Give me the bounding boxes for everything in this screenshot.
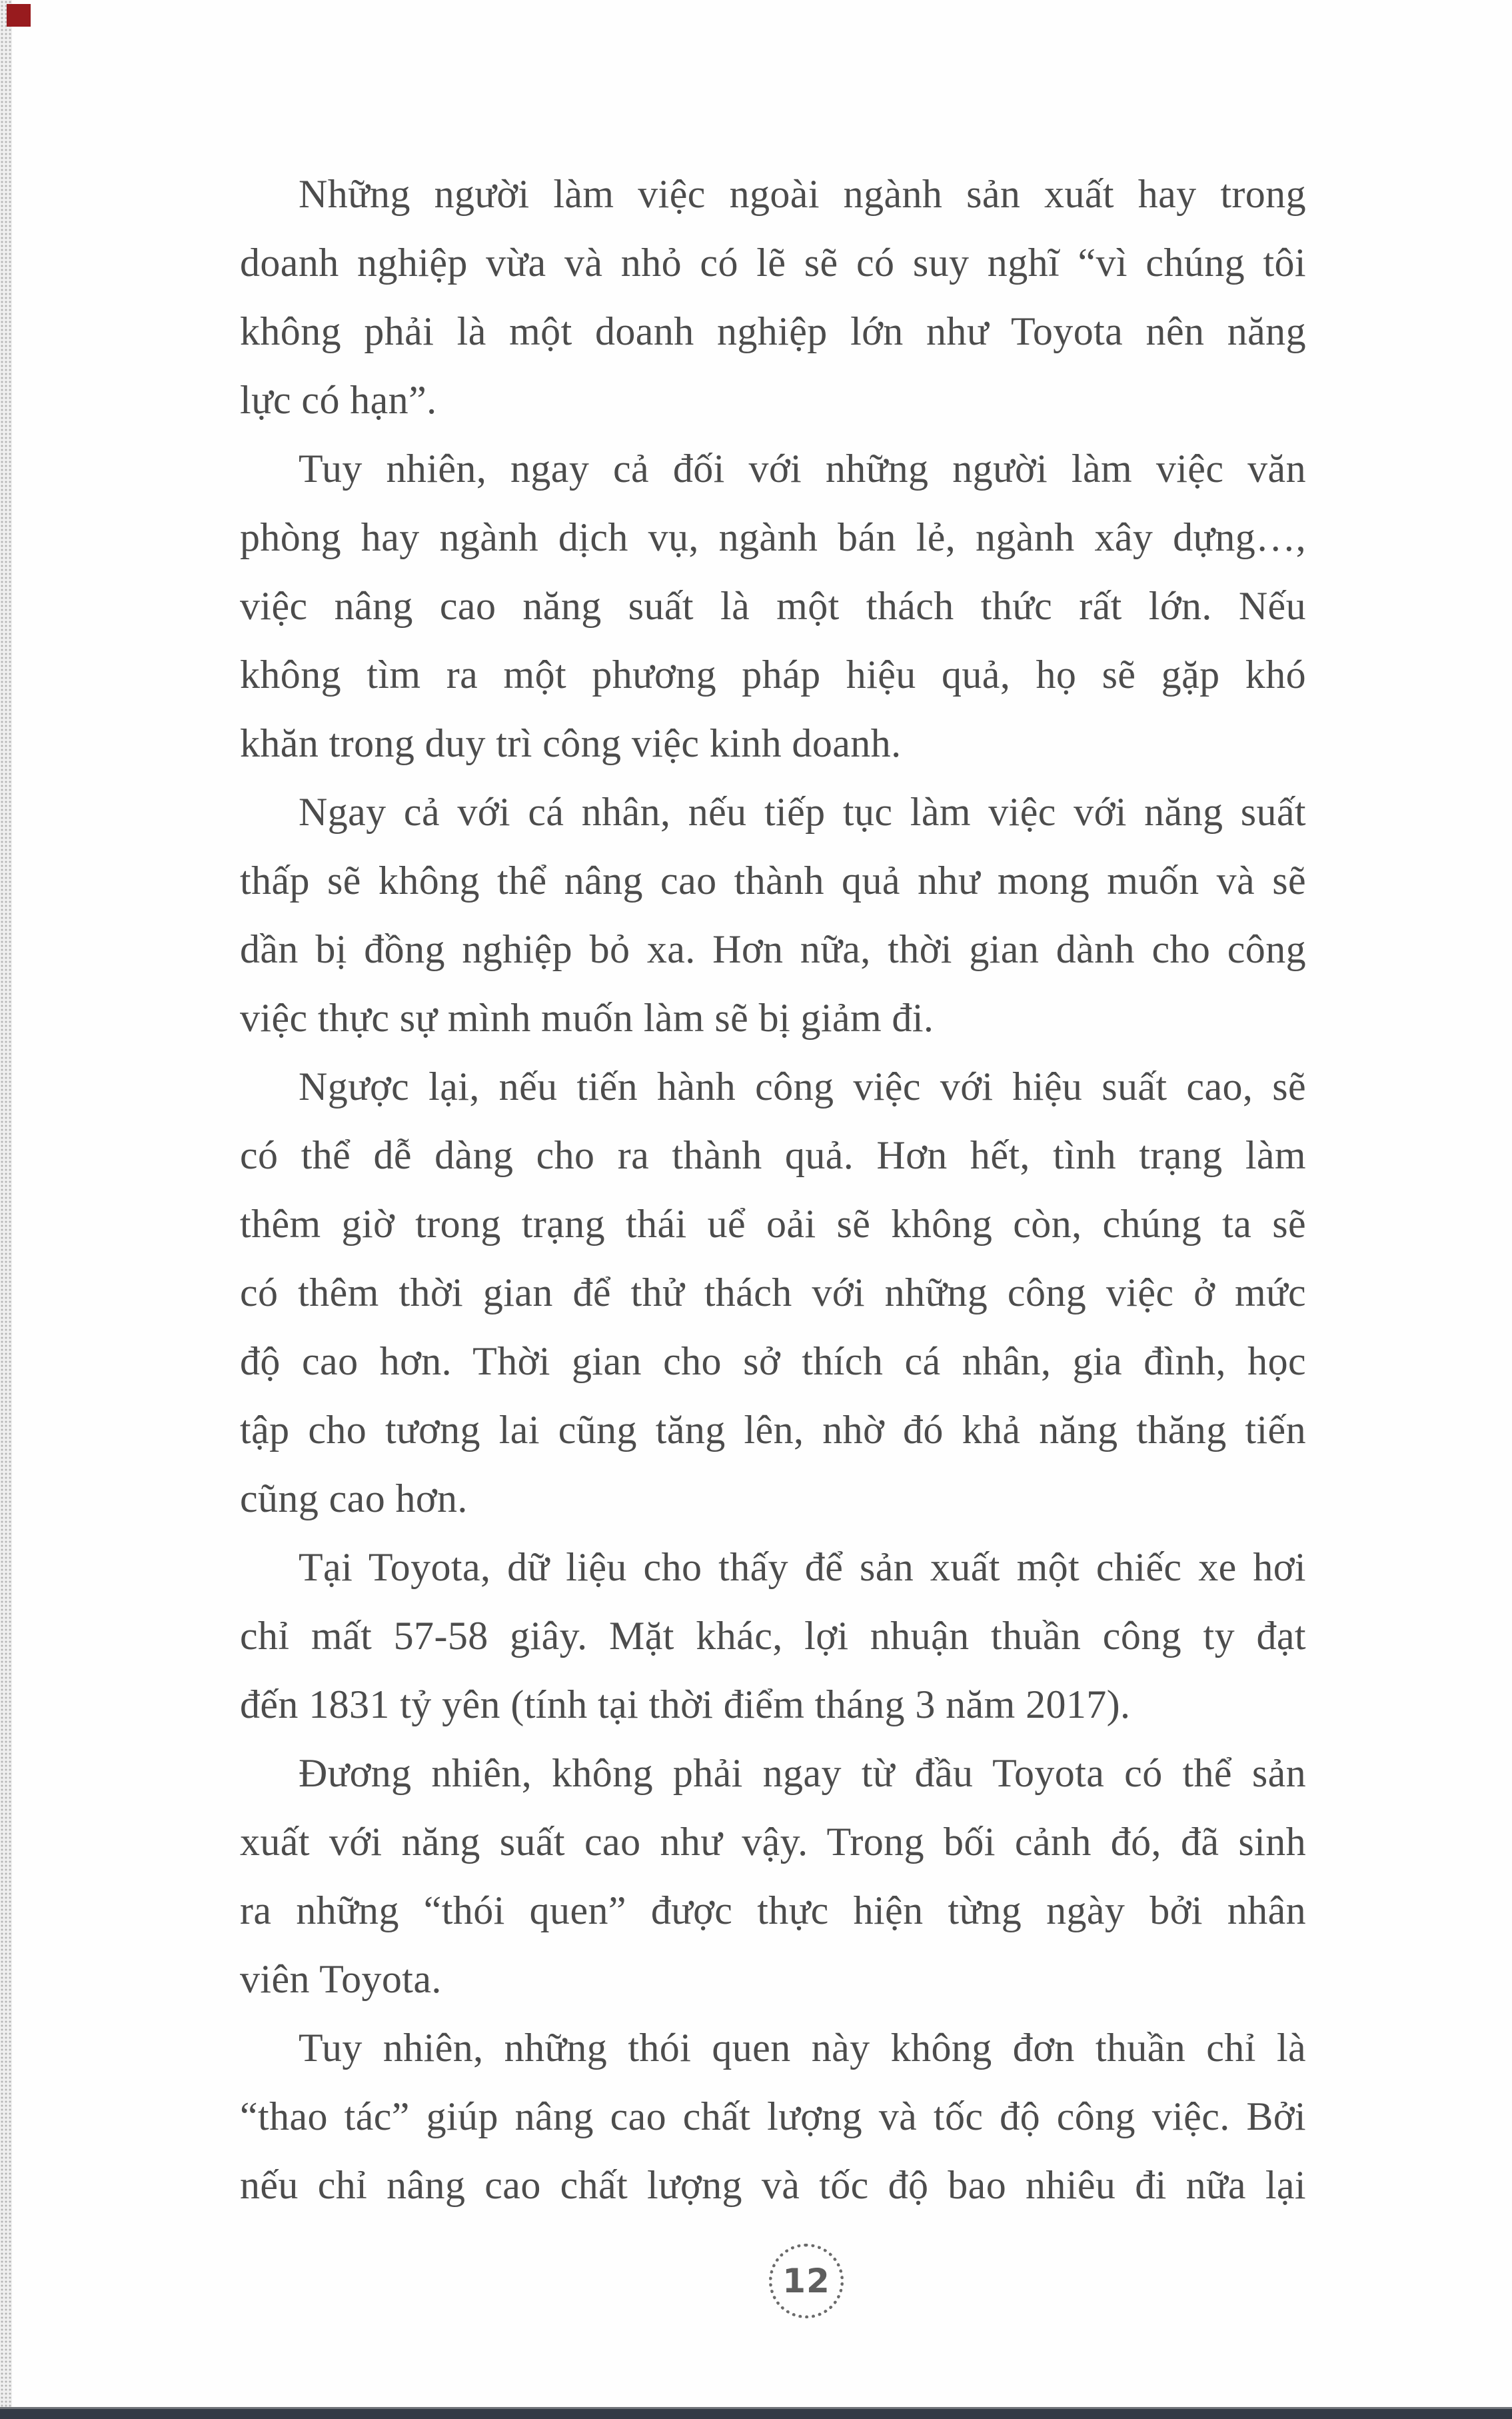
text-line: “thao tác” giúp nâng cao chất lượng và tốc độ công việc. Bởi <box>240 2094 1306 2138</box>
text-line: doanh nghiệp vừa và nhỏ có lẽ sẽ có suy nghĩ “vì chúng tôi <box>240 241 1306 285</box>
text-line: lực có hạn”. <box>240 378 437 422</box>
text-line: Đương nhiên, không phải ngay từ đầu Toyota có thể sản <box>299 1751 1306 1795</box>
text-line: không phải là một doanh nghiệp lớn như Toyota nên năng <box>240 309 1306 353</box>
page-edge-texture <box>0 0 12 2419</box>
text-line: có thể dễ dàng cho ra thành quả. Hơn hết, tình trạng làm <box>240 1133 1306 1177</box>
text-line: khăn trong duy trì công việc kinh doanh. <box>240 721 902 765</box>
paragraph <box>240 1739 1306 2014</box>
body-text <box>240 160 1306 2220</box>
text-line: Những người làm việc ngoài ngành sản xuất hay trong <box>299 172 1306 216</box>
text-line: viên Toyota. <box>240 1957 442 2001</box>
text-line: nếu chỉ nâng cao chất lượng và tốc độ bao nhiêu đi nữa lại <box>240 2163 1306 2207</box>
paragraph <box>240 2014 1306 2220</box>
text-line: cũng cao hơn. <box>240 1476 468 1520</box>
text-line: việc nâng cao năng suất là một thách thức rất lớn. Nếu <box>240 584 1306 628</box>
text-line: có thêm thời gian để thử thách với những công việc ở mức <box>240 1270 1306 1314</box>
paragraph <box>240 1533 1306 1739</box>
text-line: Tuy nhiên, ngay cả đối với những người làm việc văn <box>299 447 1306 491</box>
text-line: Tuy nhiên, những thói quen này không đơn thuần chỉ là <box>299 2026 1306 2070</box>
text-line: không tìm ra một phương pháp hiệu quả, họ sẽ gặp khó <box>240 653 1306 697</box>
text-line: đến 1831 tỷ yên (tính tại thời điểm tháng 3 năm 2017). <box>240 1682 1131 1726</box>
text-line: độ cao hơn. Thời gian cho sở thích cá nhân, gia đình, học <box>240 1339 1306 1383</box>
red-corner-mark <box>7 4 31 27</box>
paragraph <box>240 1053 1306 1533</box>
text-line: dần bị đồng nghiệp bỏ xa. Hơn nữa, thời gian dành cho công <box>240 927 1306 971</box>
paragraph <box>240 778 1306 1053</box>
footer-bar <box>0 2407 1512 2419</box>
page-number: 12 <box>782 2262 830 2300</box>
text-line: thêm giờ trong trạng thái uể oải sẽ không còn, chúng ta sẽ <box>240 1202 1306 1246</box>
text-line: Ngay cả với cá nhân, nếu tiếp tục làm việc với năng suất <box>299 790 1306 834</box>
text-line: tập cho tương lai cũng tăng lên, nhờ đó khả năng thăng tiến <box>240 1408 1306 1452</box>
text-line: việc thực sự mình muốn làm sẽ bị giảm đi. <box>240 996 934 1040</box>
page-number-badge <box>769 2244 844 2318</box>
text-line: ra những “thói quen” được thực hiện từng ngày bởi nhân <box>240 1888 1306 1932</box>
text-line: thấp sẽ không thể nâng cao thành quả như mong muốn và sẽ <box>240 859 1306 903</box>
paragraph <box>240 435 1306 778</box>
text-line: Tại Toyota, dữ liệu cho thấy để sản xuất một chiếc xe hơi <box>299 1545 1306 1589</box>
text-line: chỉ mất 57-58 giây. Mặt khác, lợi nhuận thuần công ty đạt <box>240 1614 1306 1658</box>
paragraph <box>240 160 1306 435</box>
text-line: xuất với năng suất cao như vậy. Trong bối cảnh đó, đã sinh <box>240 1820 1306 1864</box>
text-line: Ngược lại, nếu tiến hành công việc với hiệu suất cao, sẽ <box>299 1065 1306 1109</box>
text-line: phòng hay ngành dịch vụ, ngành bán lẻ, ngành xây dựng…, <box>240 515 1306 559</box>
